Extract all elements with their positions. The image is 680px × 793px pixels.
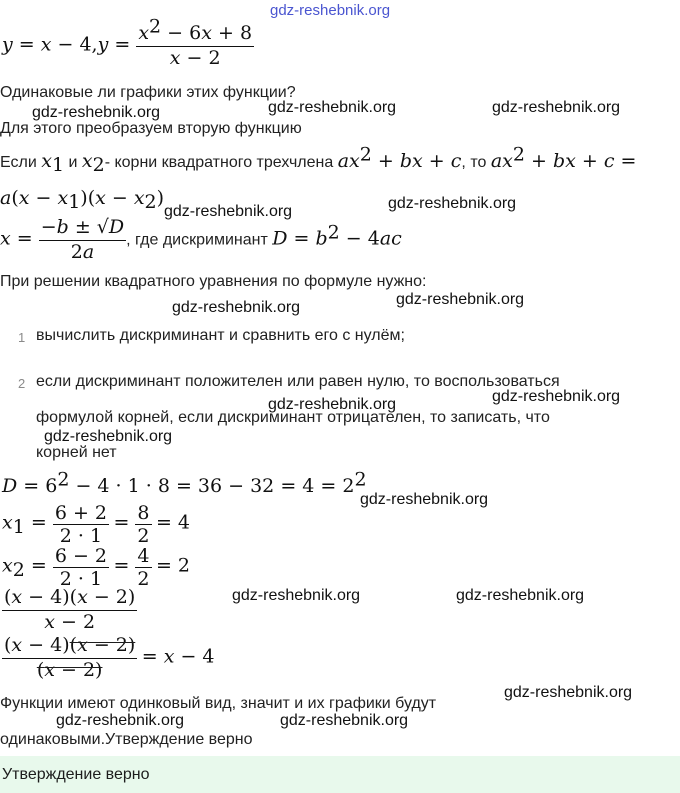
watermark: gdz-reshebnik.org	[268, 396, 397, 413]
list-item-cont: формулой корней, если дискриминант отрицателен, то записать, что	[36, 409, 550, 426]
list-number: 1	[18, 330, 26, 345]
list-item: если дискриминант положителен или равен нулю, то воспользоваться	[36, 373, 560, 390]
where-disc: , где дискриминант	[126, 231, 268, 249]
functions-formula: y = x − 4,y = $\frac{x^2 - 6x + 8}{x - 2}$	[2, 15, 253, 69]
roots-phrase: - корни квадратного трехчлена	[104, 154, 334, 171]
watermark: gdz-reshebnik.org	[32, 104, 161, 121]
watermark: gdz-reshebnik.org	[44, 428, 173, 445]
watermark: gdz-reshebnik.org	[56, 712, 185, 729]
conclusion-line2: одинаковыми.Утверждение верно	[0, 731, 253, 748]
watermark: gdz-reshebnik.org	[396, 291, 525, 308]
watermark: gdz-reshebnik.org	[172, 299, 301, 316]
cancelled-fraction: $\frac{(x - 4)(x - 2)}{(x - 2)}$ = x − 4	[4, 634, 215, 681]
watermark-top: gdz-reshebnik.org	[270, 2, 391, 19]
answer-box: Утверждение верно	[0, 756, 680, 793]
watermark: gdz-reshebnik.org	[492, 99, 621, 116]
watermark: gdz-reshebnik.org	[268, 99, 397, 116]
watermark: gdz-reshebnik.org	[280, 712, 409, 729]
and-word: и	[68, 154, 78, 171]
watermark: gdz-reshebnik.org	[388, 195, 517, 212]
list-number: 2	[18, 376, 26, 391]
watermark: gdz-reshebnik.org	[164, 203, 293, 220]
watermark: gdz-reshebnik.org	[456, 587, 585, 604]
quadratic-formula: x = $\frac{-b \pm √D}{2a}$ , где дискриминант $D = b^2 - 4ac$	[0, 216, 402, 260]
watermark: gdz-reshebnik.org	[360, 491, 489, 508]
roots-statement: Если $x_1$ и $x_2-$ корни квадратного трехчлена $ax^2$ + bx + c, то $ax^2$ + bx + c =	[0, 143, 637, 177]
transform-text: Для этого преобразуем вторую функцию	[0, 120, 302, 137]
factored-form: $a(x - x_1)(x - x_2)$	[0, 187, 165, 214]
watermark: gdz-reshebnik.org	[232, 587, 361, 604]
solve-intro: При решении квадратного уравнения по формуле нужно:	[0, 273, 427, 290]
then-word: , то	[461, 154, 487, 171]
question-text: Одинаковые ли графики этих функции?	[0, 84, 296, 101]
discriminant-calc: $D = 6^2 - 4 \cdot 1 \cdot 8 = 36 - 32 = 4 = 2^2$	[2, 468, 367, 497]
list-item: вычислить дискриминант и сравнить его с нулём;	[36, 327, 405, 344]
watermark: gdz-reshebnik.org	[504, 684, 633, 701]
list-item-cont: корней нет	[36, 444, 117, 461]
root-x2: $x_2$ = $\frac{6 - 2}{2 \cdot 1}$ = $\frac{4}{2}$ = 2	[2, 545, 190, 585]
if-word: Если	[0, 154, 37, 171]
root-x1: $x_1$ = $\frac{6 + 2}{2 \cdot 1}$ = $\frac{8}{2}$ = 4	[2, 502, 190, 542]
conclusion-line1: Функции имеют одинковый вид, значит и их графики будут	[0, 695, 437, 712]
watermark: gdz-reshebnik.org	[492, 388, 621, 405]
factored-fraction: $\frac{(x - 4)(x - 2)}{x - 2}$	[2, 586, 137, 632]
